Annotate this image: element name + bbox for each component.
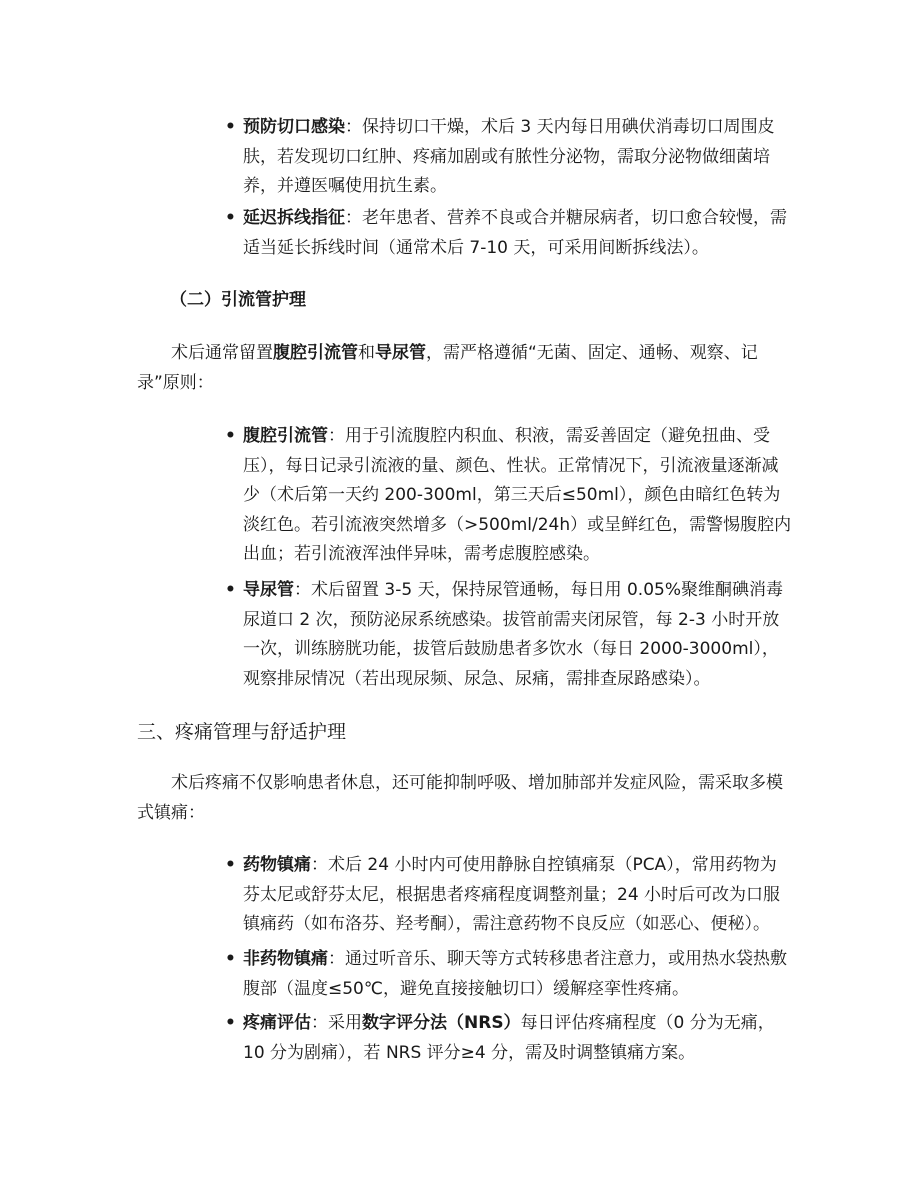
bullet-icon: • xyxy=(225,426,236,446)
list-item xyxy=(225,1009,793,1068)
bullet-text-post: 每日评估疼痛程度（0 分为无痛，10 分为剧痛），若 NRS 评分≥4 分，需及时调整镇痛方案。 xyxy=(243,1013,775,1063)
bullet-term: 导尿管 xyxy=(243,580,294,600)
bullet-text: ：通过听音乐、聊天等方式转移患者注意力，或用热水袋热敷腹部（温度≤50℃，避免直接接触切口）缓解痉挛性疼痛。 xyxy=(243,949,787,999)
list-item xyxy=(225,204,793,263)
intro-bold-term: 导尿管 xyxy=(375,343,426,363)
bullet-icon: • xyxy=(225,580,236,600)
bullet-text: ：保持切口干燥，术后 3 天内每日用碘伏消毒切口周围皮肤，若发现切口红肿、疼痛加剧或有脓性分泌物，需取分泌物做细菌培养，并遵医嘱使用抗生素。 xyxy=(243,117,775,196)
bullet-term: 预防切口感染 xyxy=(243,117,345,137)
list-item xyxy=(225,851,793,940)
bullet-bold-term: 数字评分法（NRS） xyxy=(362,1013,521,1033)
section-heading-pain: 三、疼痛管理与舒适护理 xyxy=(137,721,347,743)
pain-intro-text: 术后疼痛不仅影响患者休息，还可能抑制呼吸、增加肺部并发症风险，需采取多模式镇痛： xyxy=(137,773,783,823)
intro-text-post: ，需严格遵循“无菌、固定、通畅、观察、记录”原则： xyxy=(137,343,758,393)
bullet-term: 延迟拆线指征 xyxy=(243,208,345,228)
bullet-icon: • xyxy=(225,117,236,137)
subheading-drainage: （二）引流管护理 xyxy=(170,290,306,310)
list-item xyxy=(225,576,793,694)
intro-text-pre: 术后通常留置 xyxy=(171,343,273,363)
intro-text-mid: 和 xyxy=(358,343,375,363)
bullet-term: 药物镇痛 xyxy=(243,855,311,875)
bullet-icon: • xyxy=(225,1013,236,1033)
list-item xyxy=(225,945,793,1004)
bullet-icon: • xyxy=(225,208,236,228)
bullet-icon: • xyxy=(225,855,236,875)
bullet-text: ：用于引流腹腔内积血、积液，需妥善固定（避免扭曲、受压），每日记录引流液的量、颜色、性状。正常情况下，引流液量逐渐减少（术后第一天约 200-300ml，第三天后≤50ml），颜色由暗红色转为淡红色。若引流液突然增多（>500ml/24h）或呈鲜红色，需警惕腹腔内出血；若引流液浑浊伴异味，需考虑腹腔感染。 xyxy=(243,426,792,564)
bullet-icon: • xyxy=(225,949,236,969)
list-item xyxy=(225,422,793,570)
bullet-text: ：老年患者、营养不良或合并糖尿病者，切口愈合较慢，需适当延长拆线时间（通常术后 7-10 天，可采用间断拆线法）。 xyxy=(243,208,787,258)
bullet-term: 腹腔引流管 xyxy=(243,426,328,446)
intro-bold-term: 腹腔引流管 xyxy=(273,343,358,363)
bullet-text: ：术后 24 小时内可使用静脉自控镇痛泵（PCA），常用药物为芬太尼或舒芬太尼，根据患者疼痛程度调整剂量；24 小时后可改为口服镇痛药（如布洛芬、羟考酮），需注意药物不良反应（如恶心、便秘）。 xyxy=(243,855,781,934)
bullet-text-pre: ：采用 xyxy=(311,1013,362,1033)
pain-intro xyxy=(137,769,793,828)
drainage-intro xyxy=(137,339,793,398)
list-item xyxy=(225,113,793,202)
bullet-term: 疼痛评估 xyxy=(243,1013,311,1033)
bullet-text: ：术后留置 3-5 天，保持尿管通畅，每日用 0.05%聚维酮碘消毒尿道口 2 次，预防泌尿系统感染。拔管前需夹闭尿管，每 2-3 小时开放一次，训练膀胱功能，拔管后鼓励患者多饮水（每日 2000-3000ml），观察排尿情况（若出现尿频、尿急、尿痛，需排查尿路感染）。 xyxy=(243,580,783,689)
bullet-term: 非药物镇痛 xyxy=(243,949,328,969)
